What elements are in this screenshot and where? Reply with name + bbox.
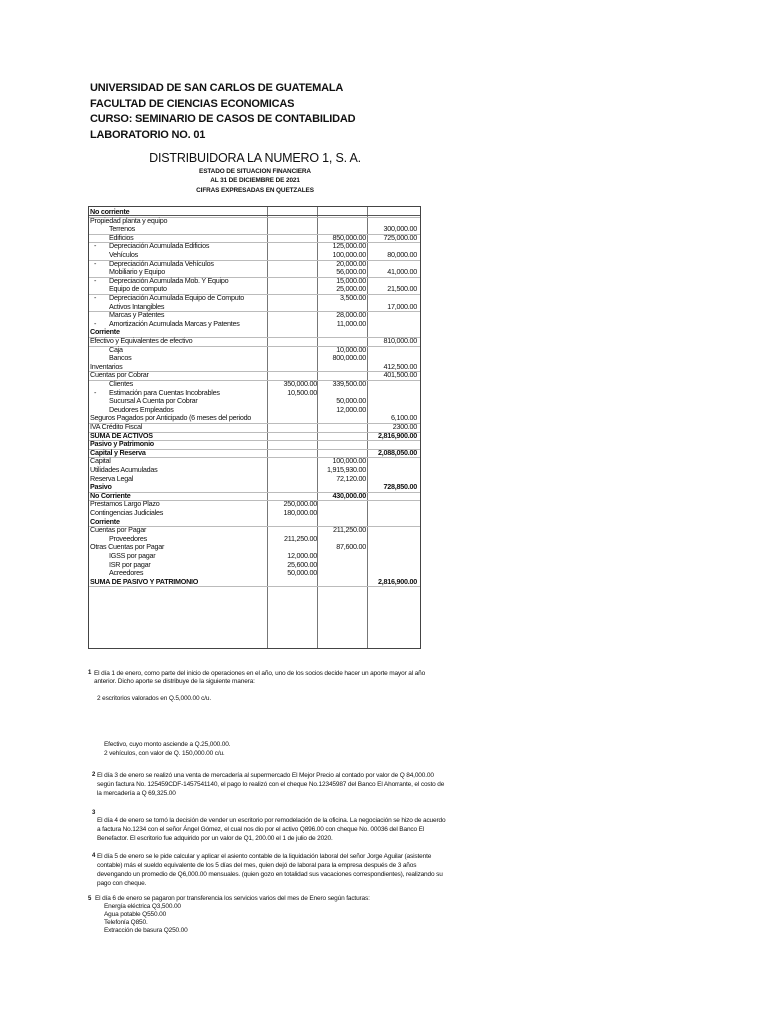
amount-c3: 80,000.00 xyxy=(387,250,417,259)
amount-c3: 412,500.00 xyxy=(383,361,417,371)
row-label: Cuentas por Cobrar xyxy=(90,370,149,380)
case-text: El día 6 de enero se pagaron por transferencia los servicios varios del mes de Enero según facturas: xyxy=(95,895,370,902)
row-label: ISR por pagar xyxy=(109,559,151,569)
amount-c2: 850,000.00 xyxy=(332,232,366,242)
statement-row xyxy=(89,346,420,354)
case-text: a factura No.1234 con el señor Ángel Gómez, el cual nos dio por el activo Q896.00 con cheque No. 00036 del Banco El xyxy=(97,826,425,833)
statement-row xyxy=(89,483,420,491)
case-number: 4 xyxy=(92,853,96,859)
amount-c2: 100,000.00 xyxy=(332,456,366,466)
case-item: 2 escritorios valorados en Q.5,000.00 c/u. xyxy=(97,695,212,702)
amount-c1: 12,000.00 xyxy=(287,551,317,560)
row-label: Marcas y Patentes xyxy=(109,310,165,320)
row-label: SUMA DE PASIVO Y PATRIMONIO xyxy=(90,576,199,586)
amount-c1: 211,250.00 xyxy=(284,533,317,543)
faculty-line: FACULTAD DE CIENCIAS ECONOMICAS xyxy=(90,97,295,110)
company-name: DISTRIBUIDORA LA NUMERO 1, S. A. xyxy=(149,151,361,165)
row-label: Reserva Legal xyxy=(90,473,134,483)
case-text: Benefactor. El escritorio fue adquirido por un valor de Q1, 200.00 el 1 de julio de 2020. xyxy=(97,835,333,842)
statement-row xyxy=(89,509,420,517)
statement-row xyxy=(89,466,420,474)
statement-row xyxy=(89,320,420,328)
statement-row xyxy=(89,225,420,233)
amount-c3: 17,000.00 xyxy=(387,301,417,311)
balance-sheet-table xyxy=(88,206,421,649)
row-label: Acreedores xyxy=(109,568,144,578)
amount-c2: 3,500.00 xyxy=(340,293,366,302)
minus-sign: - xyxy=(94,241,97,251)
row-label: Corriente xyxy=(90,327,120,337)
amount-c2: 87,600.00 xyxy=(336,542,366,552)
amount-c3: 21,500.00 xyxy=(387,284,417,294)
amount-c3: 728,850.00 xyxy=(383,482,417,492)
amount-c2: 12,000.00 xyxy=(336,404,366,414)
row-label: Inventarios xyxy=(90,361,123,371)
case-text: El día 5 de enero se le pide calcular y aplicar el asiento contable de la liquidación laboral del señor Jorge Aguilar (asistente xyxy=(97,853,432,860)
case-text: El día 4 de enero se tomó la decisión de vender un escritorio por remodelación de la oficina. La negociación se hizo de acuerdo xyxy=(97,817,446,824)
course-line: CURSO: SEMINARIO DE CASOS DE CONTABILIDAD xyxy=(90,113,356,125)
row-label: IVA Crédito Fiscal xyxy=(90,422,143,431)
case-number: 2 xyxy=(92,772,96,778)
row-label: Estimación para Cuentas Incobrables xyxy=(109,387,220,397)
amount-c2: 211,250.00 xyxy=(333,525,366,535)
row-label: Utilidades Acumuladas xyxy=(90,465,158,474)
amount-c3: 41,000.00 xyxy=(387,267,417,277)
row-label: Depreciación Acumulada Vehículos xyxy=(109,258,214,268)
amount-c3: 2,088,050.00 xyxy=(378,447,417,457)
case-number: 1 xyxy=(88,670,92,676)
amount-c2: 56,000.00 xyxy=(336,267,366,277)
row-label: Amortización Acumulada Marcas y Patentes xyxy=(109,318,240,328)
case-text: la mercadería a Q 69,325.00 xyxy=(97,790,176,797)
row-label: Depreciación Acumulada Edificios xyxy=(109,241,210,251)
row-label: IGSS por pagar xyxy=(109,551,156,560)
amount-c3: 2,816,900.00 xyxy=(378,576,417,586)
amount-c2: 50,000.00 xyxy=(336,396,366,406)
row-label: Caja xyxy=(109,344,123,354)
case-text: según factura No. 125459CDF-1457541140, el pago lo realizó con el cheque No.12345987 del Banco El Ahorrante, el costo de xyxy=(97,781,445,788)
row-label: Sucursal A Cuenta por Cobrar xyxy=(109,396,198,406)
case-text: devengando un promedio de Q6,000.00 mensuales. (quien gozo en totalidad sus vacaciones correspondientes), realizando su xyxy=(97,871,443,878)
amount-c2: 800,000.00 xyxy=(332,353,366,363)
case-item: Agua potable Q550.00 xyxy=(104,911,167,918)
course-header xyxy=(90,81,355,143)
row-label: Capital xyxy=(90,456,111,466)
case-item: Telefonía Q850. xyxy=(104,919,148,926)
row-label: Otras Cuentas por Pagar xyxy=(90,542,165,552)
amount-c2: 15,000.00 xyxy=(336,275,366,285)
amount-c3: 6,100.00 xyxy=(391,413,417,423)
row-label: Prestamos Largo Plazo xyxy=(90,499,160,509)
row-label: Efectivo y Equivalentes de efectivo xyxy=(90,336,193,345)
case-item: Efectivo, cuyo monto asciende a Q.25,000.00. xyxy=(104,741,231,748)
row-label: Edificios xyxy=(109,232,134,242)
row-label: Proveedores xyxy=(109,533,148,543)
case-number: 3 xyxy=(92,810,96,816)
amount-c1: 25,600.00 xyxy=(287,559,317,569)
case-item: Energía eléctrica Q3,500.00 xyxy=(104,903,181,910)
amount-c2: 25,000.00 xyxy=(336,284,366,294)
row-label: No corriente xyxy=(90,207,130,216)
minus-sign: - xyxy=(94,293,97,302)
statement-row xyxy=(89,337,420,345)
minus-sign: - xyxy=(94,387,97,397)
amount-c2: 72,120.00 xyxy=(336,473,366,483)
row-label: Depreciación Acumulada Mob. Y Equipo xyxy=(109,275,229,285)
amount-c2: 100,000.00 xyxy=(332,250,366,259)
statement-row xyxy=(89,449,420,457)
amount-c1: 10,500.00 xyxy=(287,387,317,397)
amount-c2: 430,000.00 xyxy=(332,490,366,500)
row-label: Seguros Pagados por Anticipado (6 meses del periodo xyxy=(90,413,252,423)
amount-c1: 250,000.00 xyxy=(283,499,317,509)
amount-c2: 11,000.00 xyxy=(336,318,366,328)
statement-row xyxy=(89,217,420,225)
lab-line: LABORATORIO NO. 01 xyxy=(90,128,206,141)
row-label: Deudores Empleados xyxy=(109,404,174,414)
row-label: Depreciación Acumulada Equipo de Computo xyxy=(109,293,245,302)
case-number: 5 xyxy=(88,896,92,902)
amount-c3: 401,500.00 xyxy=(383,370,417,380)
amount-c3: 300,000.00 xyxy=(383,224,417,234)
row-label: Bancos xyxy=(109,353,132,363)
row-label: Propiedad planta y equipo xyxy=(90,215,168,225)
row-rule xyxy=(89,586,420,587)
amount-c1: 180,000.00 xyxy=(283,508,317,517)
amount-c3: 810,000.00 xyxy=(383,336,417,345)
amount-c2: 10,000.00 xyxy=(336,344,366,354)
amount-c1: 350,000.00 xyxy=(283,379,317,388)
row-label: Activos Intangibles xyxy=(109,301,165,311)
case-text: contable) más el sueldo equivalente de los 5 días del mes, quien dejó de laboral para la empresa después de 3 años xyxy=(97,862,417,869)
amount-c2: 339,500.00 xyxy=(332,379,366,388)
row-label: Cuentas por Pagar xyxy=(90,525,147,535)
case-text: El día 3 de enero se realizó una venta de mercadería al supermercado El Mejor Precio al contado por valor de Q 84,000.00 xyxy=(97,772,434,779)
amount-c3: 725,000.00 xyxy=(383,232,417,242)
statement-currency: CIFRAS EXPRESADAS EN QUETZALES xyxy=(196,187,314,194)
row-label: Contingencias Judiciales xyxy=(90,508,164,517)
statement-row xyxy=(89,371,420,379)
case-text: pago con cheque. xyxy=(97,880,147,887)
row-label: Capital y Reserva xyxy=(90,447,146,457)
amount-c3: 2,816,900.00 xyxy=(378,430,417,440)
amount-c2: 1,915,930.00 xyxy=(327,465,366,474)
statement-title: ESTADO DE SITUACION FINANCIERA xyxy=(199,168,311,175)
amount-c3: 2300.00 xyxy=(392,422,417,431)
statement-date: AL 31 DE DICIEMBRE DE 2021 xyxy=(210,177,300,184)
row-label: Corriente xyxy=(90,516,120,526)
minus-sign: - xyxy=(94,275,97,285)
row-label: Mobiliario y Equipo xyxy=(109,267,165,277)
row-label: SUMA DE ACTIVOS xyxy=(90,430,153,440)
case-item: 2 vehículos, con valor de Q. 150,000.00 c/u. xyxy=(104,750,225,757)
row-label: Pasivo y Patrimonio xyxy=(90,439,154,449)
amount-c2: 125,000.00 xyxy=(332,241,366,251)
row-label: Pasivo xyxy=(90,482,112,492)
case-item: Extracción de basura Q250.00 xyxy=(104,927,188,934)
row-label: No Corriente xyxy=(90,490,131,500)
row-label: Terrenos xyxy=(109,224,135,234)
minus-sign: - xyxy=(94,318,97,328)
statement-row xyxy=(89,354,420,362)
case-text: anterior. Dicho aporte se distribuye de la siguiente manera: xyxy=(94,678,255,685)
minus-sign: - xyxy=(94,258,97,268)
amount-c2: 28,000.00 xyxy=(336,310,366,320)
amount-c2: 20,000.00 xyxy=(336,258,366,268)
case-text: El día 1 de enero, como parte del inicio de operaciones en el año, uno de los socios decide hacer un aporte mayor al año xyxy=(94,670,426,677)
statement-row xyxy=(89,578,420,586)
statement-row xyxy=(89,242,420,250)
statement-row xyxy=(89,475,420,483)
row-label: Equipo de computo xyxy=(109,284,167,294)
row-label: Clientes xyxy=(109,379,133,388)
university-line: UNIVERSIDAD DE SAN CARLOS DE GUATEMALA xyxy=(90,82,344,94)
amount-c1: 50,000.00 xyxy=(287,568,317,578)
row-label: Vehículos xyxy=(109,250,138,259)
